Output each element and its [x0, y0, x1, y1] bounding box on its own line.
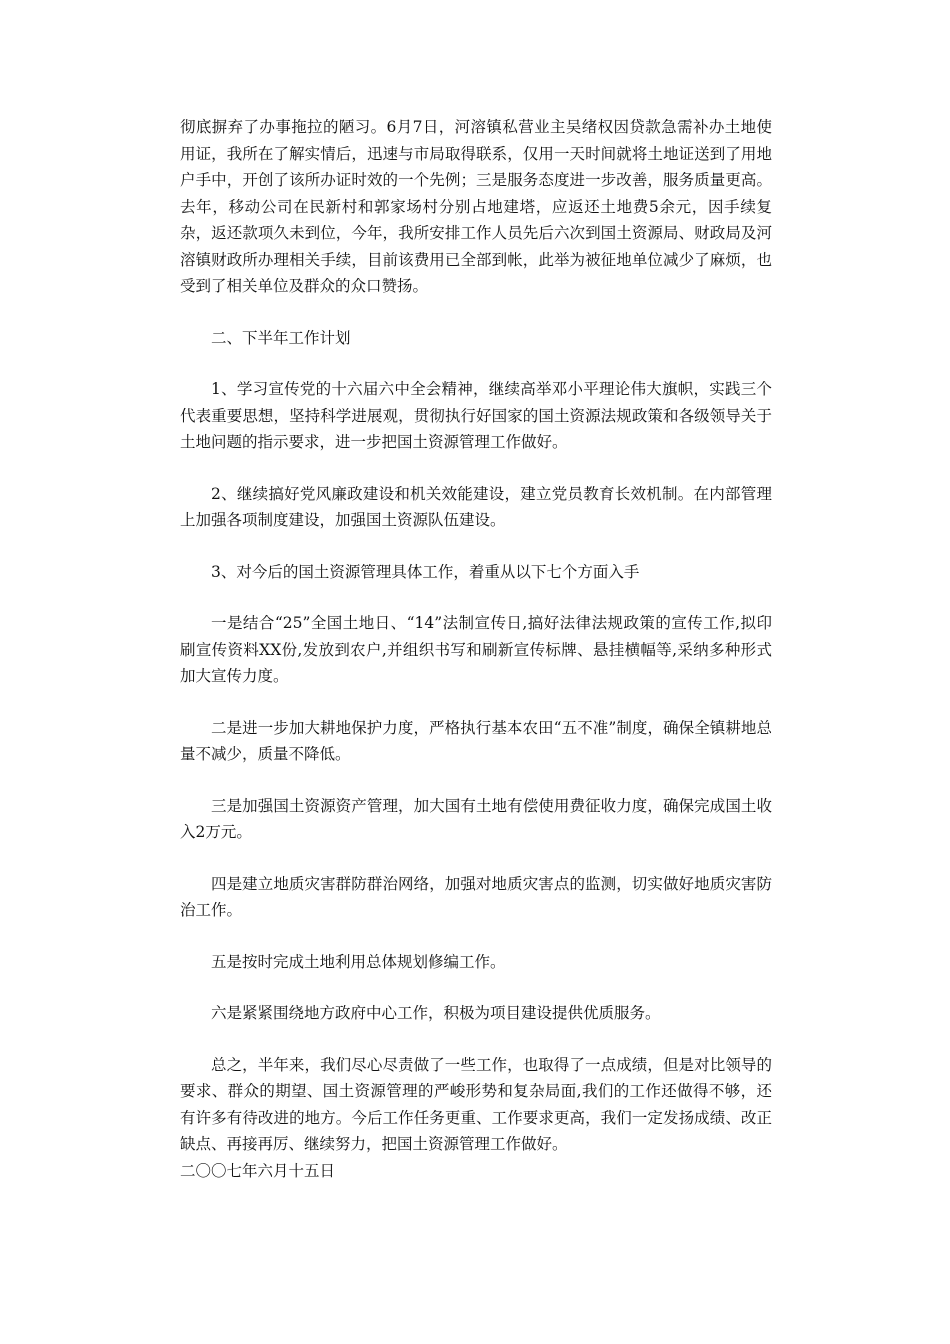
- sub-item-6: 六是紧紧围绕地方政府中心工作，积极为项目建设提供优质服务。: [211, 1004, 661, 1022]
- section-heading: 二、下半年工作计划: [211, 328, 351, 347]
- plan-item-1: 1、学习宣传党的十六届六中全会精神，继续高举邓小平理论伟大旗帜，实践三个代表重要思想，坚持科学进展观，贯彻执行好国家的国土资源法规政策和各级领导关于土地问题的指示要求，进一步把国土资源管理工作做好。: [180, 380, 772, 451]
- sub-item-3: 三是加强国土资源资产管理，加大国有土地有偿使用费征收力度，确保完成国土收入2万元。: [180, 796, 772, 841]
- sub-item-4: 四是建立地质灾害群防群治网络，加强对地质灾害点的监测，切实做好地质灾害防治工作。: [180, 874, 772, 919]
- sub-item-5: 五是按时完成土地利用总体规划修编工作。: [211, 952, 506, 971]
- document-date: 二〇〇七年六月十五日: [180, 1161, 336, 1180]
- conclusion-paragraph: 总之，半年来，我们尽心尽责做了一些工作，也取得了一点成绩，但是对比领导的要求、群众的期望、国土资源管理的严峻形势和复杂局面,我们的工作还做得不够，还有许多有待改进的地方。今后工作任务更重、工作要求更高，我们一定发扬成绩、改正缺点、再接再厉、继续努力，把国土资源管理工作做好。: [180, 1055, 772, 1153]
- sub-item-2: 二是进一步加大耕地保护力度，严格执行基本农田“五不准”制度，确保全镇耕地总量不减少，质量不降低。: [180, 718, 772, 763]
- plan-item-3: 3、对今后的国土资源管理具体工作，着重从以下七个方面入手: [211, 562, 640, 581]
- plan-item-2: 2、继续搞好党风廉政建设和机关效能建设，建立党员教育长效机制。在内部管理上加强各项制度建设，加强国土资源队伍建设。: [180, 484, 772, 529]
- paragraph-continuation: 彻底摒弃了办事拖拉的陋习。6月7日，河溶镇私营业主吴绪权因贷款急需补办土地使用证，我所在了解实情后，迅速与市局取得联系，仅用一天时间就将土地证送到了用地户手中，开创了该所办证时效的一个先例；三是服务态度进一步改善，服务质量更高。去年，移动公司在民新村和郭家场村分别占地建塔，应返还土地费5余元，因手续复杂，返还款项久未到位，今年，我所安排工作人员先后六次到国土资源局、财政局及河溶镇财政所办理相关手续，目前该费用已全部到帐，此举为被征地单位减少了麻烦，也受到了相关单位及群众的众口赞扬。: [180, 118, 772, 295]
- sub-item-1: 一是结合“25”全国土地日、“14”法制宣传日,搞好法律法规政策的宣传工作,拟印刷宣传资料XX份,发放到农户,并组织书写和刷新宣传标牌、悬挂横幅等,采纳多种形式加大宣传力度。: [180, 614, 772, 685]
- document-page: [180, 114, 772, 1184]
